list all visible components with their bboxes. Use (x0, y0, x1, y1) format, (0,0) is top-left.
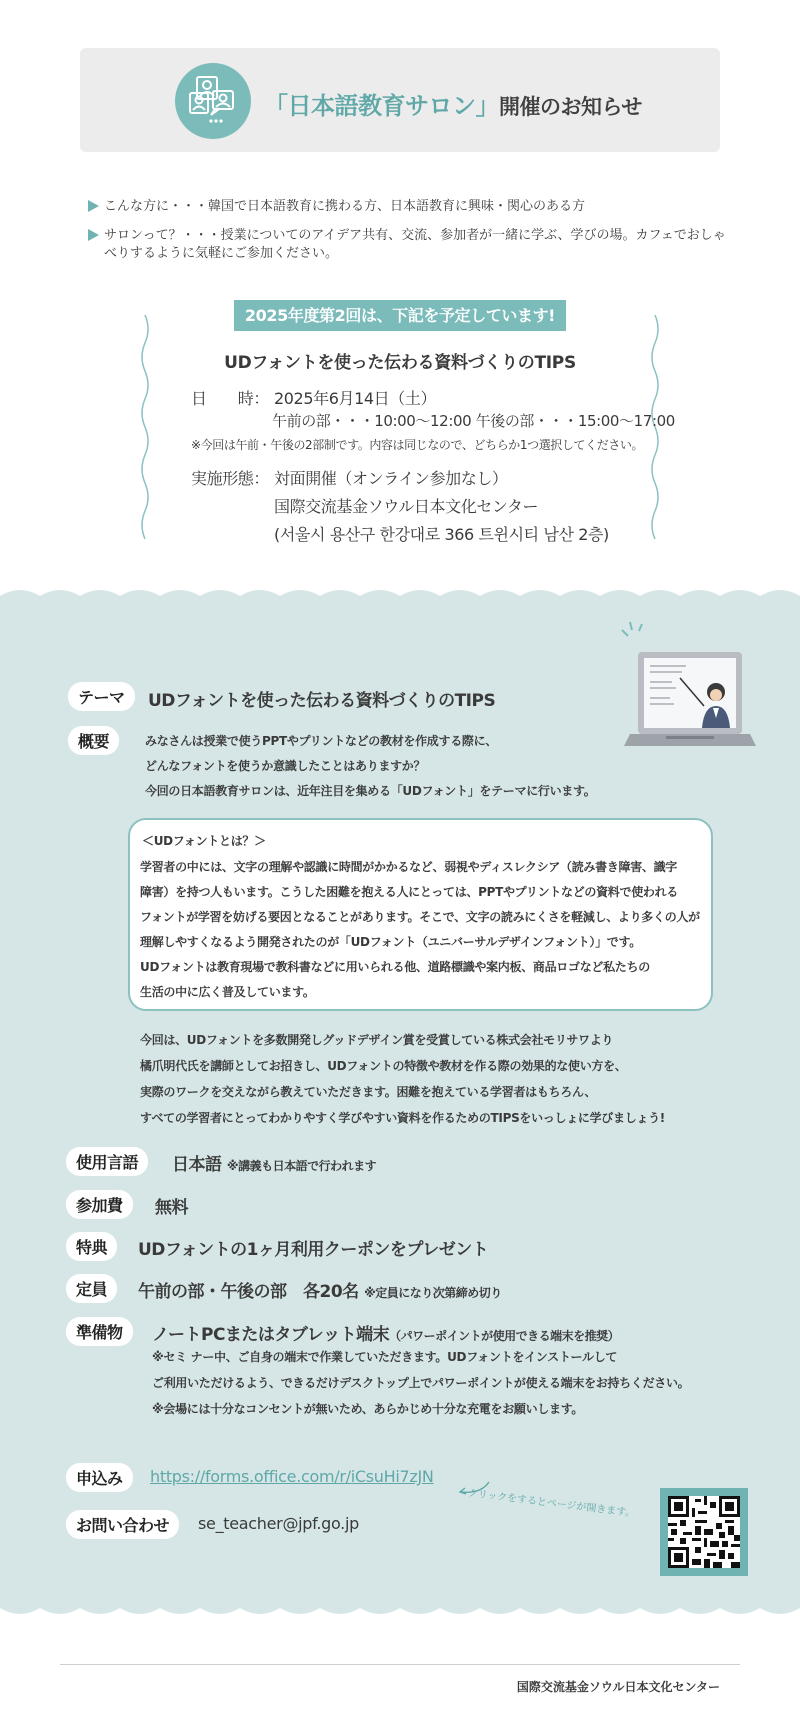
page-title: 「日本語教育サロン」開催のお知らせ (264, 92, 642, 120)
triangle-bullet-icon (88, 200, 99, 212)
footer-organization: 国際交流基金ソウル日本文化センター (516, 1680, 720, 1694)
ud-box-title: ＜UDフォントとは？＞ (142, 834, 266, 848)
benefit-label: 特典 (66, 1232, 117, 1261)
click-note: クリックをするとページが開きます。 (467, 1488, 636, 1520)
address-value: (서울시 용산구 한강대로 366 트윈시티 남산 2층) (274, 525, 609, 544)
triangle-bullet-icon (88, 229, 99, 241)
inquiry-label: お問い合わせ (66, 1510, 179, 1539)
intro-item-salon: サロンって？・・・授業についてのアイデア共有、交流、参加者が一緒に学ぶ、学びの場。カフェでおしゃべりするように気軽にご参加ください。 (88, 227, 728, 263)
ud-box-line: 理解しやすくなるよう開発されたのが「UDフォント（ユニバーサルデザインフォント）」です。 (140, 935, 641, 949)
qr-code[interactable] (660, 1488, 748, 1576)
overview-label: 概要 (68, 726, 119, 755)
lecture-line: 橘爪明代氏を講師としてお招きし、UDフォントの特徴や教材を作る際の効果的な使い方を、 (140, 1059, 627, 1073)
language-value: 日本語 ※講義も日本語で行われます (172, 1155, 377, 1175)
prep-label: 準備物 (66, 1317, 133, 1346)
format-value: 対面開催（オンライン参加なし） (274, 469, 508, 488)
capacity-value: 午前の部・午後の部 各20名 ※定員になり次第締め切り (138, 1282, 502, 1302)
scallop-edge-top (0, 584, 800, 608)
language-label: 使用言語 (66, 1147, 148, 1176)
apply-link[interactable]: https://forms.office.com/r/iCsuHi7zJN (150, 1467, 434, 1486)
ud-box-line: 生活の中に広く普及しています。 (140, 985, 315, 999)
lecture-line: すべての学習者にとってわかりやすく学びやすい資料を作るためのTIPSをいっしょに学びましょう! (140, 1111, 665, 1125)
ud-box-line: 学習者の中には、文字の理解や認識に時間がかかるなど、弱視やディスレクシア（読み書き障害、識字 (140, 860, 678, 874)
session-note: ※今回は午前・午後の2部制です。内容は同じなので、どちらか1つ選択してください。 (191, 438, 644, 452)
theme-value: UDフォントを使った伝わる資料づくりのTIPS (148, 691, 496, 711)
prep-value: ノートPCまたはタブレット端末（パワーポイントが使用できる端末を推奨） (152, 1325, 620, 1345)
prep-note: ※会場には十分なコンセントが無いため、あらかじめ十分な充電をお願いします。 (152, 1402, 584, 1416)
prep-note: ※セミ ナー中、ご自身の端末で作業していただきます。UDフォントをインストールして (152, 1350, 618, 1364)
email-address[interactable]: se_teacher@jpf.go.jp (198, 1514, 359, 1533)
scallop-edge-bottom (0, 1596, 800, 1620)
prep-note: ご利用いただけるよう、できるだけデスクトップ上でパワーポイントが使える端末をお持ちください。 (152, 1376, 690, 1390)
schedule-title: UDフォントを使った伝わる資料づくりのTIPS (224, 353, 576, 373)
ud-box-line: フォントが学習を妨げる要因となることがあります。そこで、文字の読みにくさを軽減し、より多くの人が (140, 910, 700, 924)
schedule-badge: 2025年度第2回は、下記を予定しています! (234, 300, 566, 331)
overview-line: どんなフォントを使うか意識したことはありますか？ (145, 759, 426, 773)
capacity-note: ※定員になり次第締め切り (364, 1286, 502, 1300)
fee-value: 無料 (155, 1198, 188, 1218)
fee-label: 参加費 (66, 1190, 133, 1219)
benefit-value: UDフォントの1ヶ月利用クーポンをプレゼント (138, 1240, 489, 1260)
theme-label: テーマ (68, 682, 135, 711)
prep-paren: （パワーポイントが使用できる端末を推奨） (389, 1329, 620, 1343)
capacity-label: 定員 (66, 1274, 117, 1303)
curved-arrow-icon (455, 1478, 491, 1498)
overview-line: みなさんは授業で使うPPTやプリントなどの教材を作成する際に、 (145, 734, 497, 748)
lecture-line: 今回は、UDフォントを多数開発しグッドデザイン賞を受賞している株式会社モリサワより (140, 1033, 614, 1047)
language-note: ※講義も日本語で行われます (226, 1159, 377, 1173)
laptop-teacher-illustration (616, 620, 756, 760)
people-chat-icon (175, 63, 251, 139)
lecture-line: 実際のワークを交えながら教えていただきます。困難を抱えている学習者はもちろん、 (140, 1085, 597, 1099)
ud-font-explainer-box (128, 818, 713, 1011)
date-label: 日 時： (191, 389, 270, 408)
format-label: 実施形態： (191, 469, 270, 488)
ud-box-line: 障害）を持つ人もいます。こうした困難を抱える人にとっては、PPTやプリントなどの資料で使われる (140, 885, 678, 899)
date-value: 2025年6月14日（土） (274, 389, 437, 408)
footer-divider (60, 1664, 740, 1665)
overview-line: 今回の日本語教育サロンは、近年注目を集める「UDフォント」をテーマに行います。 (145, 784, 596, 798)
venue-value: 国際交流基金ソウル日本文化センター (274, 497, 539, 516)
ud-box-line: UDフォントは教育現場で教科書などに用いられる他、道路標識や案内板、商品ロゴなど私たちの (140, 960, 650, 974)
session-times: 午前の部・・・10:00〜12:00 午後の部・・・15:00〜17:00 (272, 412, 675, 430)
intro-item-who: こんな方に・・・韓国で日本語教育に携わる方、日本語教育に興味・関心のある方 (88, 198, 728, 216)
apply-label: 申込み (66, 1463, 133, 1492)
